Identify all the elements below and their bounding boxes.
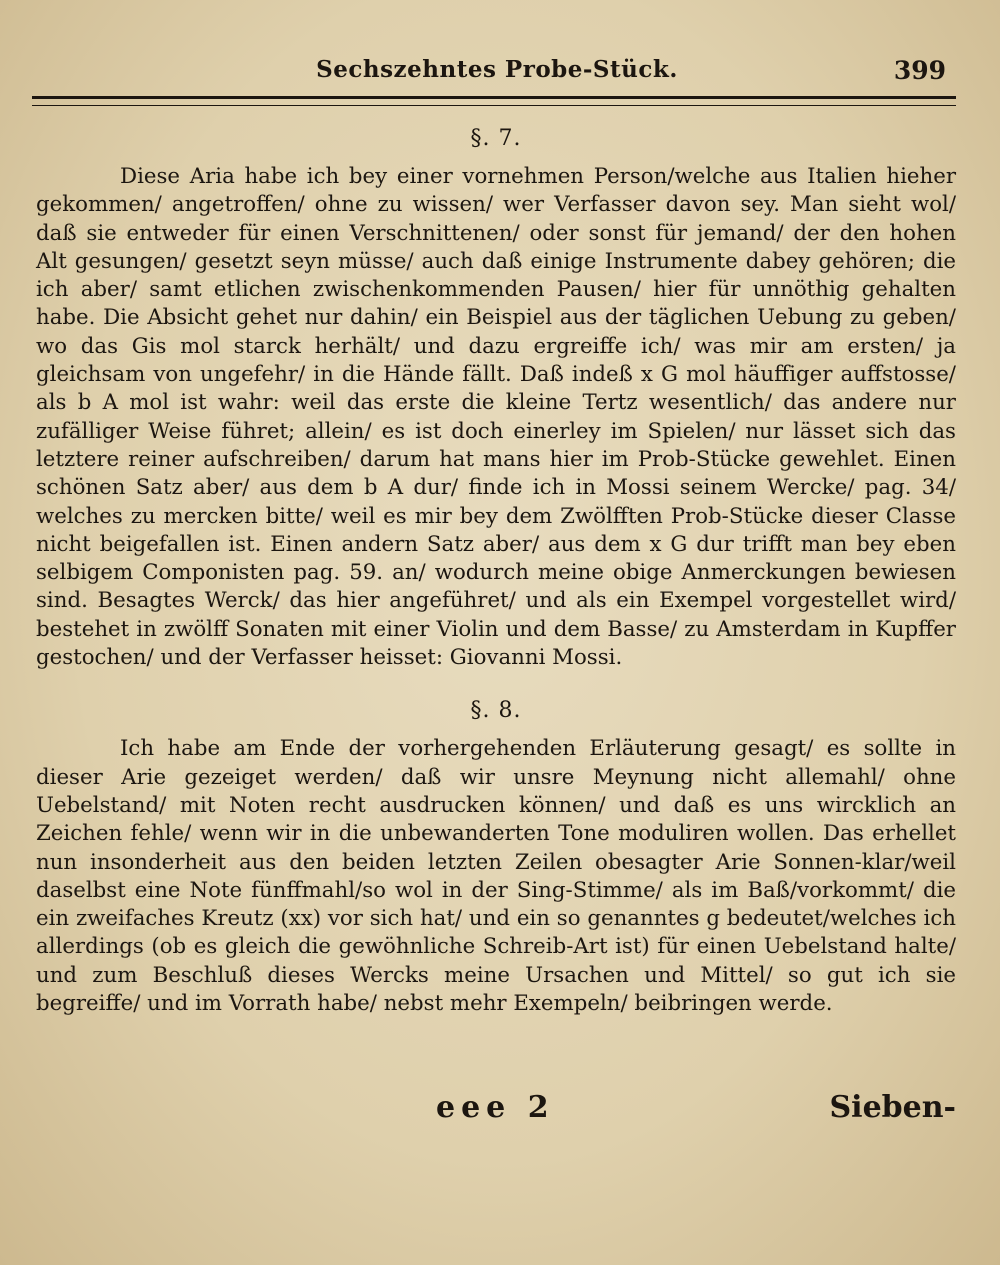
- section-heading-8: §. 8.: [470, 698, 522, 724]
- page-number: 399: [893, 56, 946, 85]
- section-gap: [36, 672, 956, 690]
- signature-mark: eee 2: [436, 1090, 555, 1125]
- body-text: [36, 118, 956, 1018]
- header-rule: [32, 96, 956, 106]
- page-footer: [36, 1090, 956, 1140]
- page-header: [34, 56, 960, 96]
- section-8-paragraph: Ich habe am Ende der vorhergehenden Erläuterung gesagt/ es sollte in dieser Arie gezeiget werden/ daß wir unsre Meynung nicht allemahl/ ohne Uebelstand/ mit Noten recht ausdrucken können/ und daß es uns wircklich an Zeichen fehle/ wenn wir in die unbewanderten Tone moduliren wollen. Das erhellet nun insonderheit aus den beiden letzten Zeilen obesagter Arie Sonnen-klar/weil daselbst eine Note fünffmahl/so wol in der Sing-Stimme/ als im Baß/vorkommt/ die ein zweifaches Kreutz (xx) vor sich hat/ und ein so genanntes g bedeutet/welches ich allerdings (ob es gleich die gewöhnliche Schreib-Art ist) für einen Uebelstand halte/ und zum Beschluß dieses Wercks meine Ursachen und Mittel/ so gut ich sie begreiffe/ und im Vorrath habe/ nebst mehr Exempeln/ beibringen werde.: [36, 736, 956, 1017]
- running-title: Sechszehntes Probe-Stück.: [316, 56, 678, 83]
- catchword: Sieben-: [829, 1090, 956, 1125]
- section-heading-7: §. 7.: [470, 126, 522, 151]
- section-7-paragraph: Diese Aria habe ich bey einer vornehmen Person/welche aus Italien hieher gekommen/ angetroffen/ ohne zu wissen/ wer Verfasser davon sey. Man sieht wol/ daß sie entweder für einen Verschnittenen/ oder sonst für jemand/ der den hohen Alt gesungen/ gesetzt seyn müsse/ auch daß einige Instrumente dabey gehören; die ich aber/ samt etlichen zwischenkommenden Pausen/ hier für unnöthig gehalten habe. Die Absicht gehet nur dahin/ ein Beispiel aus der täglichen Uebung zu geben/ wo das Gis mol starck herhält/ und dazu ergreiffe ich/ was mir am ersten/ ja gleichsam von ungefehr/ in die Hände fällt. Daß indeß x G mol häuffiger auffstosse/ als b A mol ist wahr: weil das erste die kleine Tertz wesentlich/ das andere nur zufälliger Weise führet; allein/ es ist doch einerley im Spielen/ nur lässet sich das letztere reiner aufschreiben/ darum hat mans hier im Prob-Stücke gewehlet. Einen schönen Satz aber/ aus dem b A dur/ finde ich in Mossi seinem Wercke/ pag. 34/ welches zu mercken bitte/ weil es mir bey dem Zwölfften Prob-Stücke dieser Classe nicht beigefallen ist. Einen andern Satz aber/ aus dem x G dur trifft man bey eben selbigem Componisten pag. 59. an/ wodurch meine obige Anmerckungen bewiesen sind. Besagtes Werck/ das hier angeführet/ und als ein Exempel vorgestellet wird/ bestehet in zwölff Sonaten mit einer Violin und dem Basse/ zu Amsterdam in Kupffer gestochen/ und der Verfasser heisset: Giovanni Mossi.: [36, 164, 956, 671]
